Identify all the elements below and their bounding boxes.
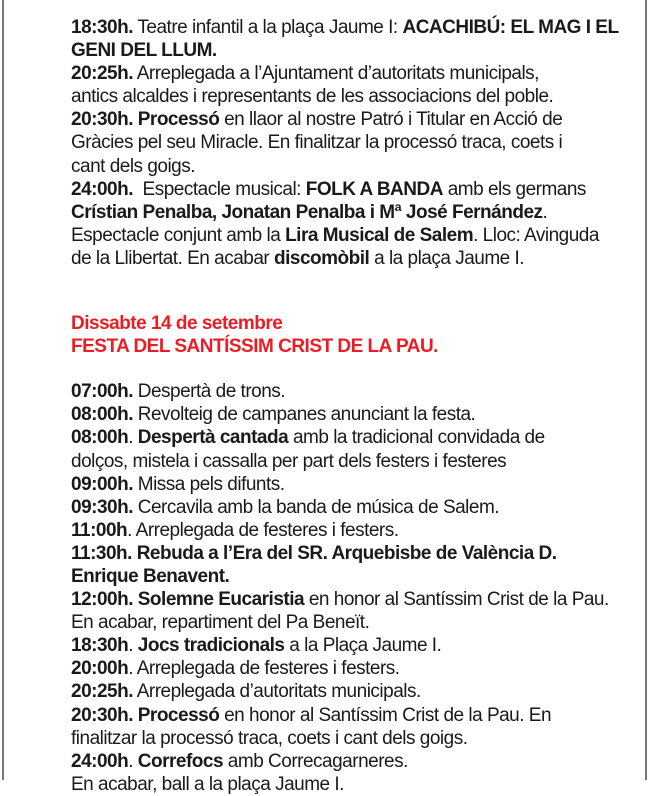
- text-line: [71, 657, 636, 680]
- text-line: [71, 496, 636, 519]
- text-line: [71, 39, 636, 62]
- text-segment: . Arreplegada de festeres i festers.: [127, 519, 399, 541]
- text-line: [71, 155, 636, 178]
- text-segment: Correfocs: [137, 750, 224, 772]
- text-line: [71, 403, 636, 426]
- text-line: [71, 380, 636, 403]
- text-segment: a la Plaça Jaume I.: [284, 635, 442, 657]
- text-segment: FESTA DEL SANTÍSSIM CRIST DE LA PAU.: [71, 336, 438, 358]
- page-left-border: [2, 0, 4, 780]
- text-line: [71, 450, 636, 473]
- text-segment: amb Correcagarneres.: [223, 750, 408, 772]
- text-segment: Lira Musical de Salem: [285, 224, 474, 246]
- blank-line: [71, 270, 636, 312]
- text-segment: dolços, mistela i cassalla per part dels festers i festeres: [71, 450, 507, 472]
- text-segment: Dissabte 14 de setembre: [71, 313, 283, 335]
- text-segment: antics alcaldes i representants de les associacions del poble.: [71, 86, 554, 108]
- text-segment: .: [542, 201, 548, 223]
- text-segment: Teatre infantil a la plaça Jaume I:: [132, 17, 403, 38]
- text-segment: discomòbil: [274, 247, 370, 269]
- text-segment: cant dels goigs.: [71, 155, 196, 177]
- text-segment: Revolteig de campanes anunciant la festa.: [132, 404, 476, 426]
- text-segment: En acabar, repartiment del Pa Beneït.: [71, 612, 370, 634]
- text-segment: En acabar, ball a la plaça Jaume I.: [71, 773, 344, 795]
- text-segment: Arreplegada a l’Ajuntament d’autoritats municipals,: [132, 63, 539, 85]
- text-line: [71, 611, 636, 634]
- text-segment: 24:00h: [71, 750, 129, 772]
- text-line: [71, 247, 636, 270]
- text-segment: 24:00h.: [71, 178, 133, 200]
- text-segment: Espectacle musical:: [132, 178, 306, 200]
- text-segment: 20:25h.: [71, 681, 133, 703]
- text-segment: .: [128, 635, 138, 657]
- text-segment: Arreplegada d’autoritats municipals.: [132, 681, 421, 703]
- text-line: [71, 426, 636, 449]
- text-line: [71, 727, 636, 750]
- text-segment: 20:25h.: [71, 63, 133, 85]
- page-right-border: [645, 0, 647, 780]
- text-line: [71, 542, 636, 565]
- text-segment: Despertà cantada: [137, 427, 289, 449]
- text-segment: Espectacle conjunt amb la: [71, 224, 286, 246]
- text-segment: Missa pels difunts.: [132, 473, 285, 495]
- text-line: [71, 565, 636, 588]
- text-segment: ACACHIBÚ: EL MAG I EL: [402, 17, 619, 38]
- program-text-block: [71, 16, 636, 796]
- text-line: [71, 85, 636, 108]
- text-line: [71, 519, 636, 542]
- text-segment: en llaor al nostre Patró i Titular en Acció de: [219, 109, 563, 131]
- text-segment: .: [128, 427, 138, 449]
- text-line: [71, 704, 636, 727]
- text-line: [71, 224, 636, 247]
- text-line: [71, 108, 636, 131]
- text-line: [71, 680, 636, 703]
- text-segment: de la Llibertat. En acabar: [71, 247, 275, 269]
- text-segment: en honor al Santíssim Crist de la Pau. En: [219, 704, 552, 726]
- text-line: [71, 634, 636, 657]
- text-line: [71, 16, 636, 39]
- text-line: [71, 178, 636, 201]
- text-segment: . Arreplegada de festeres i festers.: [128, 658, 400, 680]
- text-segment: 09:30h.: [71, 496, 133, 518]
- text-segment: finalitzar la processó traca, coets i cant dels goigs.: [71, 727, 468, 749]
- text-segment: 08:00h.: [71, 404, 133, 426]
- text-line: [71, 588, 636, 611]
- text-line: [71, 62, 636, 85]
- text-segment: Crístian Penalba, Jonatan Penalba i Mª José Fernández: [71, 201, 543, 223]
- text-segment: GENI DEL LLUM.: [71, 40, 217, 62]
- text-segment: 09:00h.: [71, 473, 133, 495]
- text-segment: 08:00h: [71, 427, 129, 449]
- text-segment: FOLK A BANDA: [305, 178, 443, 200]
- section-heading-line: [71, 312, 636, 335]
- text-segment: Jocs tradicionals: [137, 635, 285, 657]
- text-segment: 20:30h. Processó: [71, 704, 220, 726]
- text-segment: Despertà de trons.: [132, 381, 286, 403]
- text-segment: 18:30h.: [71, 17, 133, 38]
- text-segment: amb els germans: [442, 178, 586, 200]
- text-segment: 18:30h: [71, 635, 129, 657]
- text-segment: amb la tradicional convidada de: [288, 427, 545, 449]
- text-segment: 11:30h. Rebuda a l’Era del SR. Arquebisbe de València D.: [71, 542, 557, 564]
- text-segment: Enrique Benavent.: [71, 565, 230, 587]
- text-segment: 11:00h: [71, 519, 128, 541]
- text-line: [71, 473, 636, 496]
- text-line: [71, 750, 636, 773]
- text-segment: Cercavila amb la banda de música de Salem.: [132, 496, 500, 518]
- text-line: [71, 131, 636, 154]
- text-segment: en honor al Santíssim Crist de la Pau.: [304, 589, 609, 611]
- section-heading-line: [71, 335, 636, 358]
- blank-line: [71, 358, 636, 380]
- text-segment: 07:00h.: [71, 381, 133, 403]
- text-segment: Gràcies pel seu Miracle. En finalitzar la processó traca, coets i: [71, 132, 563, 154]
- text-segment: .: [128, 750, 138, 772]
- text-segment: . Lloc: Avinguda: [473, 224, 599, 246]
- text-segment: 20:30h. Processó: [71, 109, 220, 131]
- text-segment: 12:00h. Solemne Eucaristia: [71, 589, 305, 611]
- text-line: [71, 201, 636, 224]
- text-segment: a la plaça Jaume I.: [369, 247, 525, 269]
- text-segment: 20:00h: [71, 658, 129, 680]
- text-line: [71, 773, 636, 796]
